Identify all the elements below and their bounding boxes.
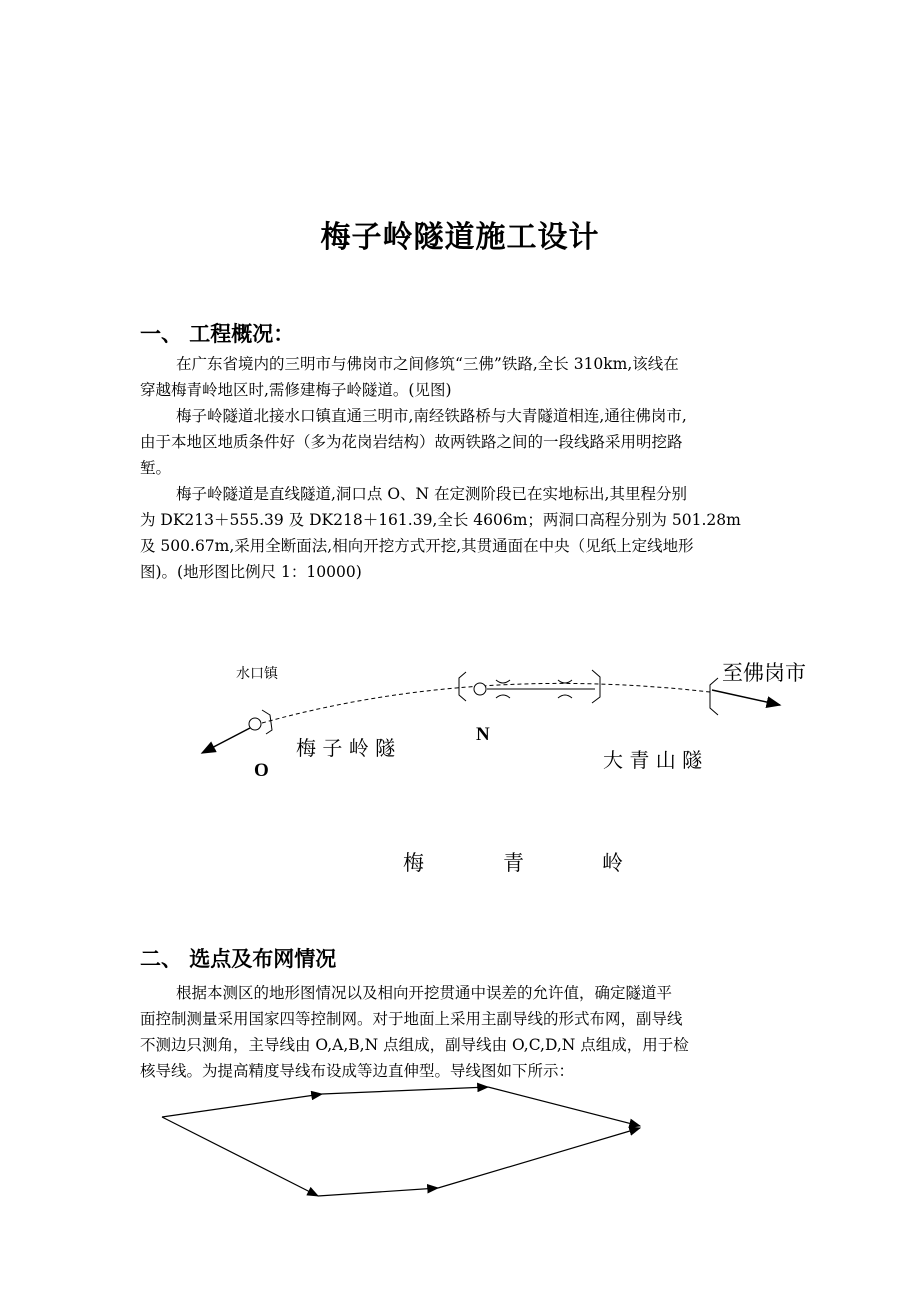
arrow-to-fogang [712,690,780,705]
route-diagram [0,640,920,900]
label-point-n: N [476,724,490,745]
main-traverse-leg-2 [322,1087,488,1094]
label-ridge-1: 梅 [403,851,424,875]
main-traverse-leg-1 [162,1094,322,1117]
dahqing-portal-bracket [710,678,718,715]
bridge-right-bracket [592,670,600,703]
portal-n-left-bracket [459,672,466,701]
page-title: 梅子岭隧道施工设计 [320,220,600,255]
text-line: 核导线。为提高精度导线布设成等边直伸型。导线图如下所示： [140,1062,575,1080]
traverse-diagram [0,1075,920,1205]
text-line: 不测边只测角，主导线由 O,A,B,N 点组成，副导线由 O,C,D,N 点组成，用于检 [140,1036,689,1054]
label-town: 水口镇 [236,666,278,682]
text-line: 穿越梅青岭地区时,需修建梅子岭隧道。(见图) [140,381,452,399]
text-line: 堑。 [140,459,172,477]
label-tunnel-meiziling: 梅 子 岭 隧 [296,736,396,760]
text-line: 及 500.67m,采用全断面法,相向开挖方式开挖,其贯通面在中央（见纸上定线地形 [140,537,694,555]
section2-heading: 二、 选点及布网情况 [140,947,337,971]
text-line: 梅子岭隧道北接水口镇直通三明市,南经铁路桥与大青隧道相连,通往佛岗市, [176,407,687,425]
section1-paragraph-2 [140,403,782,481]
sub-traverse-leg-3 [438,1128,640,1188]
sub-traverse-leg-1 [162,1117,318,1196]
text-line: 面控制测量采用国家四等控制网。对于地面上采用主副导线的形式布网，副导线 [140,1010,683,1028]
portal-n-circle [474,683,486,695]
arrow-to-sanming [202,728,250,753]
main-traverse-leg-3 [488,1087,640,1126]
section2-paragraph-1 [140,980,782,1084]
label-ridge-2: 青 [503,851,524,875]
section1-paragraph-3 [140,481,782,585]
text-line: 图)。(地形图比例尺 1：10000) [140,563,362,581]
label-tunnel-daqingshan: 大 青 山 隧 [603,748,703,772]
sub-traverse-leg-2 [318,1188,438,1196]
section1-heading: 一、 工程概况： [140,322,295,346]
portal-o-bracket [262,710,272,734]
portal-o-circle [249,718,261,730]
text-line: 根据本测区的地形图情况以及相向开挖贯通中误差的允许值，确定隧道平 [176,984,673,1002]
section1-paragraph-1 [140,351,782,403]
label-to-fogang: 至佛岗市 [722,661,806,685]
label-ridge-3: 岭 [602,851,623,875]
text-line: 梅子岭隧道是直线隧道,洞口点 O、N 在定测阶段已在实地标出,其里程分别 [176,485,687,503]
text-line: 为 DK213＋555.39 及 DK218＋161.39,全长 4606m；两洞口高程分别为 501.28m [140,511,741,529]
text-line: 在广东省境内的三明市与佛岗市之间修筑“三佛”铁路,全长 310km,该线在 [176,355,679,373]
text-line: 由于本地区地质条件好（多为花岗岩结构）故两铁路之间的一段线路采用明挖路 [140,433,683,451]
label-point-o: O [254,760,269,781]
